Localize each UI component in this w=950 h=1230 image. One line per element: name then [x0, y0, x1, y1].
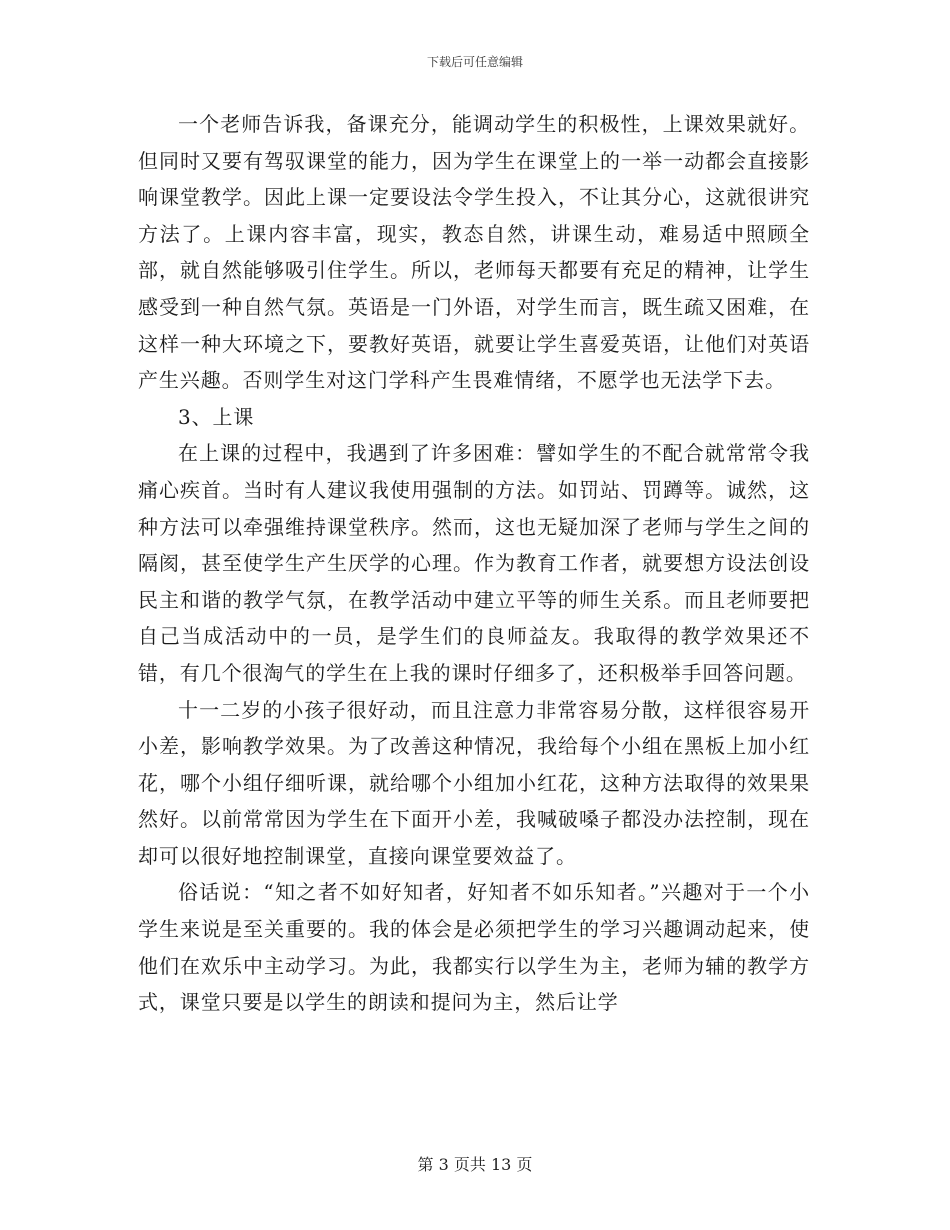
page-header: 下载后可任意编辑 — [426, 55, 523, 69]
paragraph-2: 在上课的过程中，我遇到了许多困难：譬如学生的不配合就常常令我痛心疾首。当时有人建议我使用强制的方法。如罚站、罚蹲等。诚然，这种方法可以牵强维持课堂秩序。然而，这也无疑加深了老师与学生之间的隔阂，甚至使学生产生厌学的心理。作为教育工作者，就要想方设法创设民主和谐的教学气氛，在教学活动中建立平等的师生关系。而且老师要把自己当成活动中的一员，是学生们的良师益友。我取得的教学效果还不错，有几个很淘气的学生在上我的课时仔细多了，还积极举手回答问题。 — [138, 441, 810, 685]
section-heading-3: 3、上课 — [178, 404, 255, 429]
paragraph-1: 一个老师告诉我，备课充分，能调动学生的积极性，上课效果就好。但同时又要有驾驭课堂的能力，因为学生在课堂上的一举一动都会直接影响课堂教学。因此上课一定要设法令学生投入，不让其分心，这就很讲究方法了。上课内容丰富，现实，教态自然，讲课生动，难易适中照顾全部，就自然能够吸引住学生。所以，老师每天都要有充足的精神，让学生感受到一种自然气氛。英语是一门外语，对学生而言，既生疏又困难，在这样一种大环境之下，要教好英语，就要让学生喜爱英语，让他们对英语产生兴趣。否则学生对这门学科产生畏难情绪，不愿学也无法学下去。 — [138, 112, 810, 393]
page-footer: 第 3 页共 13 页 — [417, 1155, 533, 1174]
paragraph-3: 十一二岁的小孩子很好动，而且注意力非常容易分散，这样很容易开小差，影响教学效果。为了改善这种情况，我给每个小组在黑板上加小红花，哪个小组仔细听课，就给哪个小组加小红花，这种方法取得的效果果然好。以前常常因为学生在下面开小差，我喊破嗓子都没办法控制，现在却可以很好地控制课堂，直接向课堂要效益了。 — [138, 697, 810, 868]
document-body — [138, 106, 810, 1021]
paragraph-4: 俗话说：“知之者不如好知者，好知者不如乐知者。”兴趣对于一个小学生来说是至关重要的。我的体会是必须把学生的学习兴趣调动起来，使他们在欢乐中主动学习。为此，我都实行以学生为主，老师为辅的教学方式，课堂只要是以学生的朗读和提问为主，然后让学 — [138, 880, 810, 1015]
